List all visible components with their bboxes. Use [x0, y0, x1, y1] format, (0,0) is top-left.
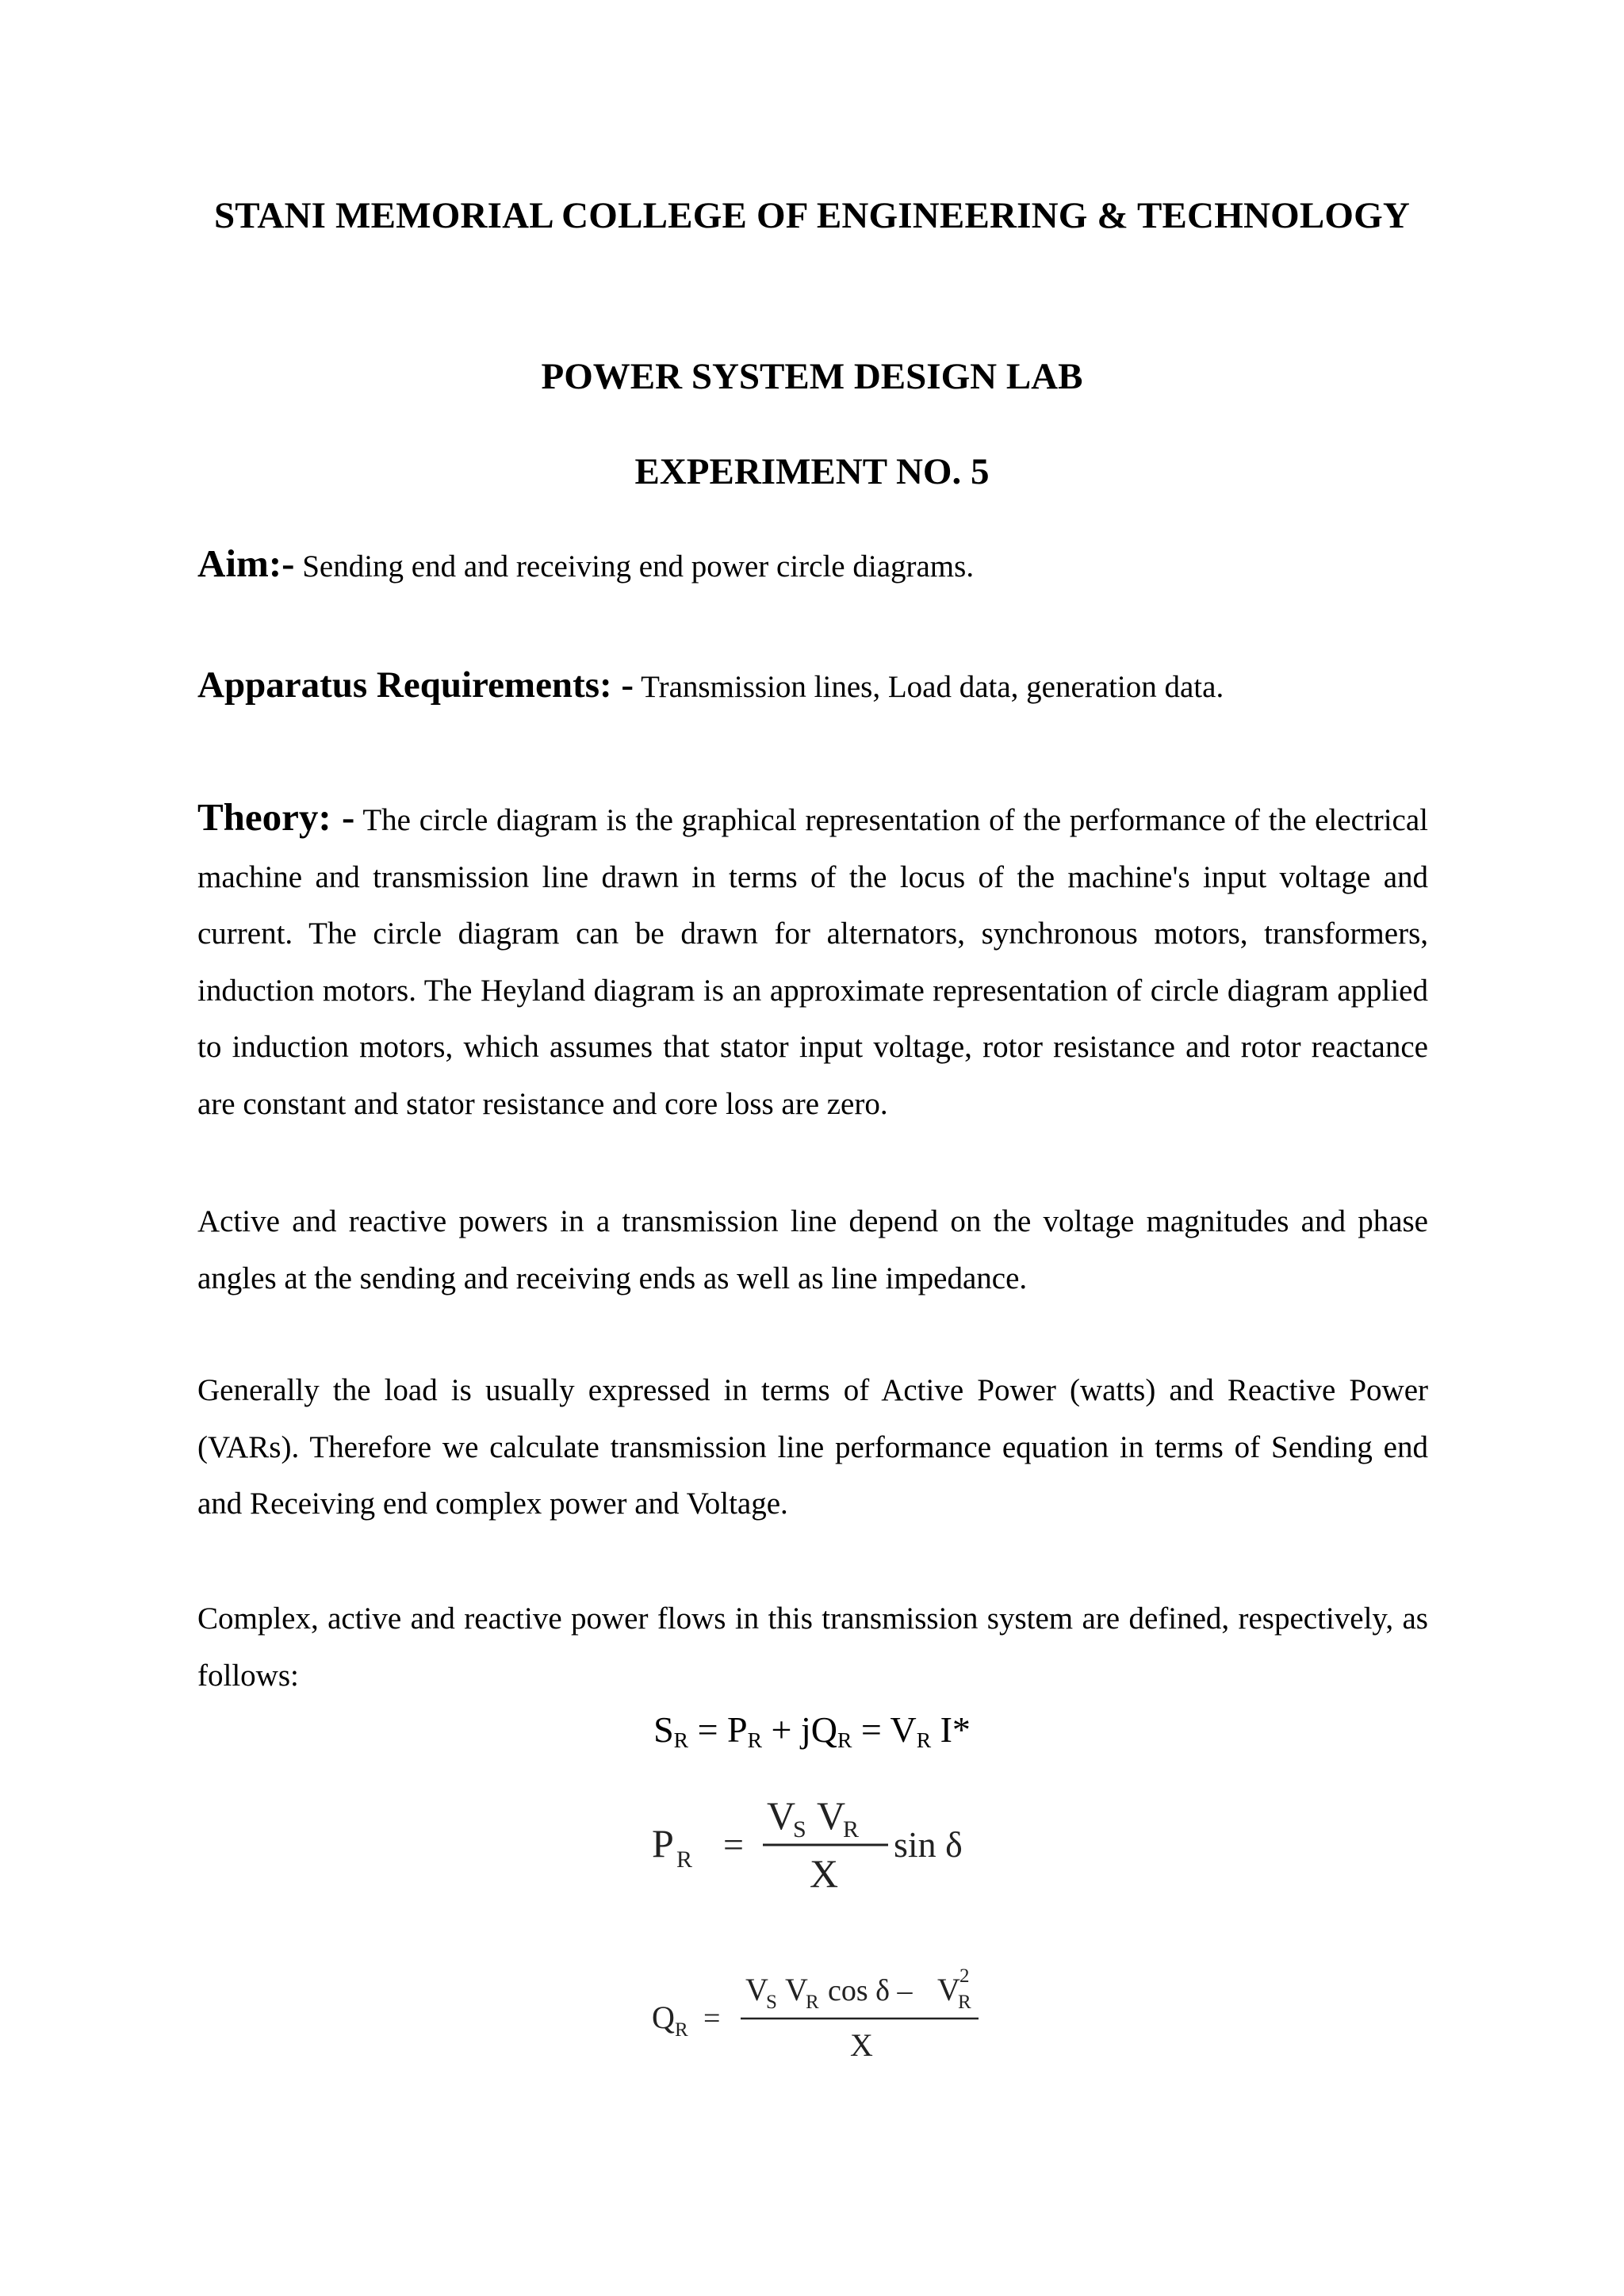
qr-subscript: R	[837, 1727, 852, 1752]
vs-numerator: V	[767, 1793, 796, 1838]
apparatus-text: Transmission lines, Load data, generation data.	[634, 670, 1224, 704]
paragraph-power-dependence: Active and reactive powers in a transmission line depend on the voltage magnitudes and phase angles at the sending and receiving ends as well as line impedance.	[197, 1204, 1428, 1295]
qr-lhs-subscript: R	[675, 2019, 688, 2041]
vs-numerator-subscript: S	[793, 1816, 806, 1843]
paragraph-power-flow-definition: Complex, active and reactive power flows in this transmission system are defined, respectively, as follows:	[197, 1601, 1428, 1693]
qr-lhs-symbol: Q	[652, 1999, 675, 2035]
equals-sign: =	[703, 2002, 721, 2035]
vs-numerator: V	[745, 1972, 768, 2007]
aim-text: Sending end and receiving end power circle diagrams.	[294, 549, 975, 584]
vs-numerator-subscript: S	[766, 1992, 777, 2013]
apparatus-line	[197, 664, 1428, 706]
pr-lhs-subscript: R	[676, 1846, 693, 1873]
experiment-number: EXPERIMENT NO. 5	[634, 451, 990, 492]
vr-numerator-subscript: R	[843, 1816, 860, 1843]
college-name: STANI MEMORIAL COLLEGE OF ENGINEERING & TECHNOLOGY	[213, 195, 1411, 236]
cos-delta-minus: cos δ –	[828, 1974, 913, 2007]
vr-symbol: = V	[852, 1709, 917, 1750]
vr-squared-exponent: 2	[959, 1965, 970, 1987]
equals-sign: =	[723, 1824, 744, 1865]
paragraph-load-expression: Generally the load is usually expressed in terms of Active Power (watts) and Reactive Power (VARs). Therefore we calculate transmission line performance equation in terms of Sending end and Receiving end complex power and Voltage.	[197, 1373, 1428, 1521]
sr-symbol: S	[653, 1709, 674, 1750]
vr-numerator: V	[785, 1972, 808, 2007]
qr-symbol: + jQ	[762, 1709, 837, 1750]
theory-label: Theory: -	[197, 795, 355, 839]
pr-symbol: = P	[688, 1709, 748, 1750]
x-denominator: X	[850, 2027, 873, 2063]
complex-power-formula	[0, 1709, 1624, 1753]
apparatus-label: Apparatus Requirements: -	[197, 664, 634, 706]
vr-numerator: V	[817, 1793, 846, 1838]
lab-title: POWER SYSTEM DESIGN LAB	[541, 356, 1083, 397]
sin-delta: sin δ	[894, 1824, 963, 1865]
vr-squared: V	[937, 1972, 960, 2007]
vr-squared-subscript: R	[958, 1992, 971, 2013]
theory-text: The circle diagram is the graphical representation of the performance of the electrical machine and transmission line drawn in terms of the locus of the machine's input voltage and current. The circle diagram can be drawn for alternators, synchronous motors, transformers, induction motors. The Heyland diagram is an approximate representation of circle diagram applied to induction motors, which assumes that stator input voltage, rotor resistance and rotor reactance are constant and stator resistance and core loss are zero.	[197, 803, 1428, 1121]
x-denominator: X	[810, 1851, 839, 1896]
pr-lhs-symbol: P	[652, 1821, 674, 1866]
theory-paragraph	[197, 789, 1428, 1132]
vr-subscript: R	[916, 1727, 932, 1752]
current-conjugate: I*	[931, 1709, 971, 1750]
sr-subscript: R	[673, 1727, 689, 1752]
reactive-power-formula	[652, 1965, 985, 2068]
vr-numerator-subscript: R	[806, 1992, 819, 2013]
active-power-formula	[652, 1788, 985, 1899]
aim-label: Aim:-	[197, 541, 295, 585]
aim-line	[197, 541, 1428, 586]
pr-subscript: R	[747, 1727, 762, 1752]
